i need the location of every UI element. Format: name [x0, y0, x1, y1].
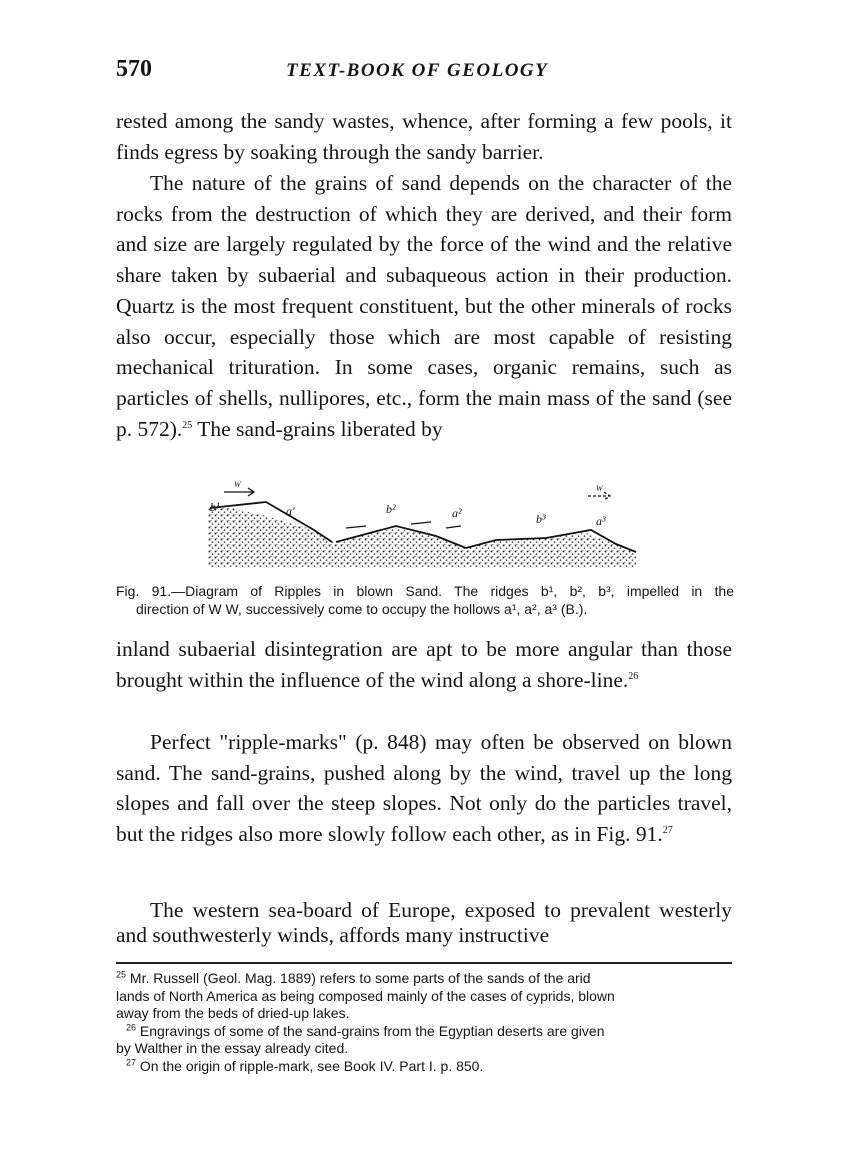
paragraph-3 [116, 634, 732, 695]
footnote-27-text: On the origin of ripple-mark, see Book IV. Part I. p. 850. [136, 1057, 484, 1074]
footnote-26 [116, 1023, 732, 1041]
wind-arrow-left [224, 488, 254, 496]
footnote-26-text: Engravings of some of the sand-grains from the Egyptian deserts are given [136, 1022, 605, 1039]
paragraph-3-text: inland subaerial disintegration are apt to be more angular than those brought within the influence of the wind along a shore-line. [116, 637, 732, 692]
footnote-27-number: 27 [126, 1056, 137, 1067]
label-wind-left: W [234, 480, 241, 489]
footnote-26-number: 26 [126, 1021, 137, 1032]
footnote-26-line-2: by Walther in the essay already cited. [116, 1040, 349, 1056]
footnote-ref-25: 25 [182, 419, 193, 431]
label-a2: a² [452, 506, 462, 520]
figure-91 [196, 478, 646, 588]
label-wind-right: W [596, 484, 603, 493]
figure-caption [116, 582, 734, 618]
page-number: 570 [116, 56, 152, 82]
caption-line-1: Fig. 91.—Diagram of Ripples in blown Sand. The ridges b¹, b², b³, impelled in the [116, 583, 734, 599]
running-title: TEXT-BOOK OF GEOLOGY [286, 60, 549, 81]
wind-arrow-right [588, 492, 610, 500]
footnote-25-text: Mr. Russell (Geol. Mag. 1889) refers to some parts of the sands of the arid [126, 970, 591, 986]
paragraph-2 [116, 168, 732, 444]
footnote-ref-27: 27 [662, 824, 673, 836]
caption-line-2: direction of W W, successively come to occupy the hollows a¹, a², a³ (B.). [136, 601, 588, 617]
paragraph-2-text: The nature of the grains of sand depends on the character of the rocks from the destruction of which they are derived, and their form and size are largely regulated by the force of the wind and the relative share taken by subaerial and subaqueous action in their production. Quartz is the most frequent constituent, but the other minerals of rocks also occur, especially those which are most capable of resisting mechanical trituration. In some cases, organic remains, such as particles of shells, nullipores, etc., form the main mass of the sand (see p. 572). [116, 171, 732, 441]
paragraph-2-continued: The sand-grains liberated by [192, 416, 443, 441]
footnote-27 [116, 1058, 732, 1076]
label-b2: b² [386, 502, 396, 516]
paragraph-4 [116, 727, 732, 850]
ripple-diagram [196, 478, 646, 578]
paragraph-4-text: Perfect "ripple-marks" (p. 848) may often be observed on blown sand. The sand-grains, pushed along by the wind, travel up the long slopes and fall over the steep slopes. Not only do the particles travel, but the ridges also more slowly follow each other, as in Fig. 91. [116, 730, 732, 847]
label-b3: b³ [536, 512, 546, 526]
page-header [116, 56, 736, 90]
footnote-25-line-2: lands of North America as being composed mainly of the cases of cyprids, blown [116, 987, 615, 1004]
paragraph-1: rested among the sandy wastes, whence, after forming a few pools, it finds egress by soaking through the sandy barrier. [116, 109, 732, 164]
footnote-divider [116, 962, 732, 964]
label-b1: b¹ [210, 500, 220, 514]
sand-body [208, 504, 636, 568]
label-a3: a³ [596, 514, 606, 528]
footnote-25-number: 25 [116, 969, 127, 980]
footnote-25-line-3: away from the beds of dried-up lakes. [116, 1005, 350, 1021]
paragraph-5: The western sea-board of Europe, exposed to prevalent westerly and southwesterly winds, affords many instructive [116, 898, 732, 947]
footnotes [116, 970, 732, 1075]
label-a1: a' [286, 504, 295, 518]
footnote-25 [116, 970, 732, 988]
footnote-ref-26: 26 [628, 670, 639, 682]
